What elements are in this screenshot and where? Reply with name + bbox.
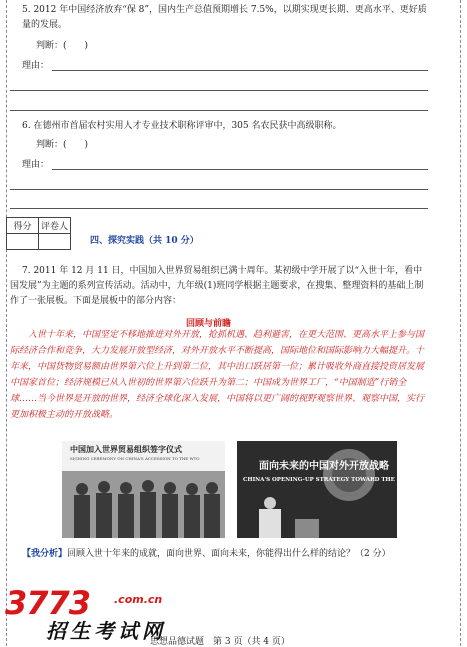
wto-signing-caption: 中国加入世界贸易组织签字仪式 (70, 444, 182, 454)
site-logo-domain: .com.cn (114, 593, 163, 606)
q5-judge-label: 判断：( ) (36, 41, 89, 51)
q5-text: 5. 2012 年中国经济放弃“保 8”，国内生产总值预期增长 7.5%，以期实现更长期、更高水平、更好质量的发展。 (22, 5, 427, 30)
q6-reason-label: 理由： (22, 160, 50, 170)
page-footer: 思想品德试题 第 3 页（共 4 页） (150, 637, 290, 647)
q6-text: 6. 在德州市首届农村实用人才专业技术职称评审中，305 名农民获中高级职称。 (22, 121, 342, 131)
opening-strategy-photo (237, 441, 424, 538)
wto-signing-subcaption: SIGNING CEREMONY ON CHINA'S ACCESSION TO THE WTO (70, 456, 200, 461)
site-logo-chinese: 招生考试网 (46, 619, 166, 643)
section-4-title: 四、探究实践（共 10 分） (90, 236, 199, 246)
analysis-label: 【我分析】 (22, 549, 68, 559)
q6-answer-line-3[interactable] (10, 208, 428, 209)
grader-cell[interactable] (39, 234, 71, 250)
opening-strategy-title: 面向未来的中国对外开放战略 (259, 461, 389, 472)
q5-answer-line-3[interactable] (10, 110, 428, 111)
right-margin-dash (460, 0, 461, 646)
site-logo-number: 3773 (5, 584, 91, 622)
q7-intro: 7. 2011 年 12 月 11 日，中国加入世界贸易组织已满十周年。某初级中学开展了以“入世十年，看中国发展”为主题的系列宣传活动。活动中，九年级(1)班同学根据主题要求，在搜集、整理资料的基础上制作了一张展板。下面是展板中的部分内容： (10, 266, 424, 306)
analysis-text: 回顾入世十年来的成就，面向世界、面向未来，你能得出什么样的结论？（2 分） (67, 549, 391, 559)
score-header: 得分 (7, 218, 39, 234)
wto-signing-photo (62, 441, 225, 538)
left-margin-dash (6, 0, 7, 646)
grader-header: 评卷人 (39, 218, 71, 234)
q6-answer-line-2[interactable] (10, 189, 428, 190)
score-table (6, 217, 71, 250)
opening-strategy-en: CHINA'S OPENING-UP STRATEGY TOWARD THE FUTURE (243, 477, 424, 483)
q6-answer-line-1[interactable] (52, 169, 428, 170)
board-text: 入世十年来，中国坚定不移地推进对外开放，抢抓机遇、趋利避害，在更大范围、更高水平上参与国际经济合作和竞争，大力发展开放型经济，对外开放水平不断提高，国际地位和国际影响力大幅提升。十年来，中国货物贸易额由世界第六位上升到第二位，其中出口跃居第一位；累计吸收外商直接投资居发展中国家首位；经济规模已从入世初的世界第六位跃升为第二；中国成为世界工厂，“中国制造”行销全球……当今世界是开放的世界，经济全球化深入发展，中国将以更广阔的视野观察世界、观察中国，实行更加积极主动的开放战略。 (10, 330, 425, 420)
q5-answer-line-2[interactable] (10, 90, 428, 91)
q6-judge-label: 判断：( ) (36, 140, 89, 150)
opening-strategy-photo-art (237, 441, 397, 538)
board-title: 回顾与前瞻 (186, 319, 232, 329)
q5-reason-label: 理由： (22, 61, 50, 71)
analysis-prompt (22, 546, 391, 559)
q5-answer-line-1[interactable] (52, 70, 428, 71)
score-cell[interactable] (7, 234, 39, 250)
